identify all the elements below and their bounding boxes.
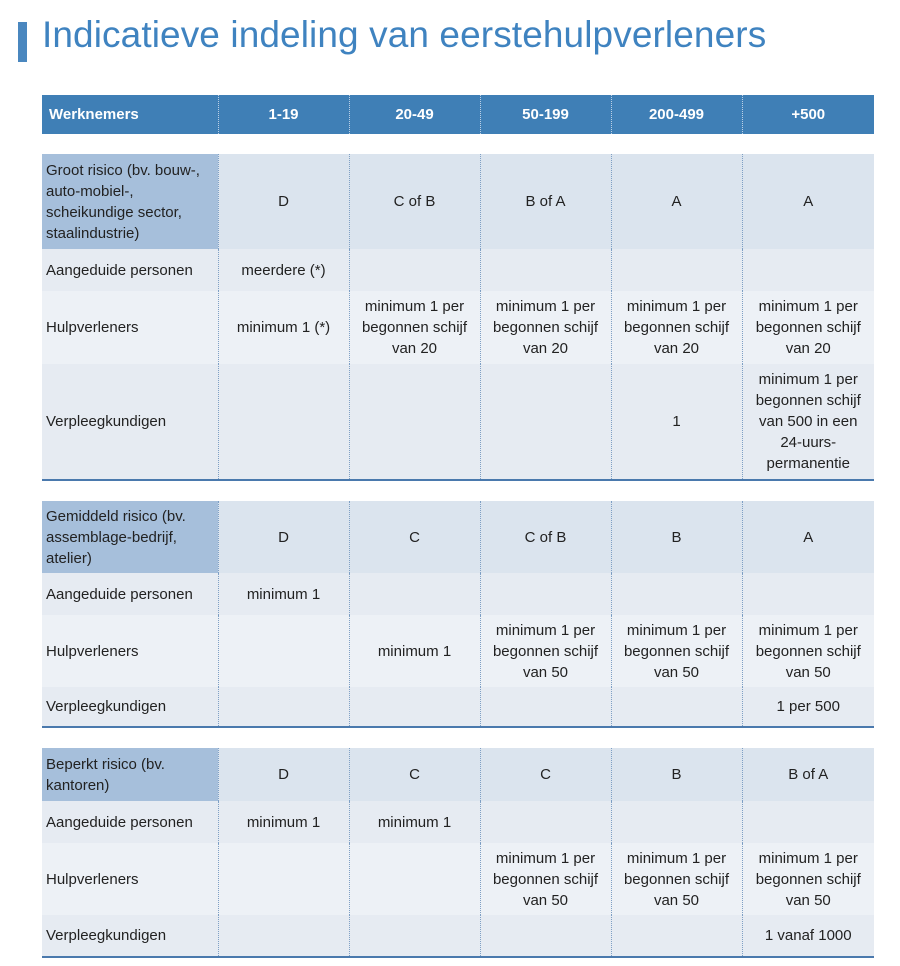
table-cell	[742, 801, 874, 843]
level-cell: A	[742, 501, 874, 573]
page-title: Indicatieve indeling van eerstehulpverleners	[42, 14, 767, 55]
level-cell: D	[218, 501, 349, 573]
table-cell	[611, 801, 742, 843]
header-col: +500	[742, 95, 874, 134]
table-row	[42, 615, 874, 687]
table-cell: minimum 1 per begonnen schijf van 50	[480, 843, 611, 915]
table-cell: minimum 1 per begonnen schijf van 50	[611, 843, 742, 915]
table-cell: minimum 1 per begonnen schijf van 20	[480, 291, 611, 364]
level-cell: D	[218, 748, 349, 801]
table-cell	[742, 573, 874, 615]
risk-table	[42, 95, 874, 958]
category-label: Groot risico (bv. bouw-, auto-mobiel-, scheikundige sector, staalindustrie)	[42, 154, 218, 249]
table-cell	[480, 687, 611, 727]
title-accent-bar	[18, 22, 27, 62]
table-cell: minimum 1 per begonnen schijf van 20	[742, 291, 874, 364]
table-cell: minimum 1 per begonnen schijf van 20	[349, 291, 480, 364]
table-cell	[349, 573, 480, 615]
row-label: Hulpverleners	[42, 843, 218, 915]
table-cell	[480, 801, 611, 843]
header-col: 1-19	[218, 95, 349, 134]
table-row	[42, 915, 874, 957]
table-cell: minimum 1	[218, 801, 349, 843]
table-cell	[611, 573, 742, 615]
table-cell	[611, 915, 742, 957]
table-row	[42, 249, 874, 291]
table-cell: 1	[611, 364, 742, 480]
table-cell: minimum 1	[349, 615, 480, 687]
row-label: Verpleegkundigen	[42, 687, 218, 727]
row-label: Hulpverleners	[42, 291, 218, 364]
level-cell: C	[480, 748, 611, 801]
table-cell	[218, 915, 349, 957]
table-cell	[349, 915, 480, 957]
table-cell	[611, 249, 742, 291]
table-cell	[349, 843, 480, 915]
table-cell	[480, 249, 611, 291]
row-label: Aangeduide personen	[42, 801, 218, 843]
level-cell: B	[611, 748, 742, 801]
header-col: 200-499	[611, 95, 742, 134]
table-cell: minimum 1 per begonnen schijf van 50	[742, 843, 874, 915]
category-row	[42, 501, 874, 573]
row-label: Verpleegkundigen	[42, 364, 218, 480]
table-cell	[349, 249, 480, 291]
table-cell: minimum 1 per begonnen schijf van 20	[611, 291, 742, 364]
table-cell	[218, 615, 349, 687]
table-row	[42, 801, 874, 843]
table-cell: 1 per 500	[742, 687, 874, 727]
level-cell: A	[611, 154, 742, 249]
header-col: 50-199	[480, 95, 611, 134]
table-cell: minimum 1	[349, 801, 480, 843]
row-label: Verpleegkundigen	[42, 915, 218, 957]
table-cell: meerdere (*)	[218, 249, 349, 291]
table-cell	[480, 573, 611, 615]
table-cell	[218, 687, 349, 727]
level-cell: C of B	[349, 154, 480, 249]
row-label: Aangeduide personen	[42, 249, 218, 291]
table-cell: minimum 1 (*)	[218, 291, 349, 364]
table-cell	[218, 364, 349, 480]
table-cell	[611, 687, 742, 727]
row-label: Hulpverleners	[42, 615, 218, 687]
table-cell	[349, 687, 480, 727]
level-cell: C of B	[480, 501, 611, 573]
row-label: Aangeduide personen	[42, 573, 218, 615]
level-cell: C	[349, 501, 480, 573]
header-col: 20-49	[349, 95, 480, 134]
table-cell: minimum 1 per begonnen schijf van 500 in een 24-uurs-permanentie	[742, 364, 874, 480]
category-label: Gemiddeld risico (bv. assemblage-bedrijf, atelier)	[42, 501, 218, 573]
table-cell	[480, 364, 611, 480]
level-cell: D	[218, 154, 349, 249]
table-header-row	[42, 95, 874, 134]
header-workers: Werknemers	[42, 95, 218, 134]
category-row	[42, 154, 874, 249]
table-cell: minimum 1 per begonnen schijf van 50	[480, 615, 611, 687]
level-cell: B of A	[742, 748, 874, 801]
table-cell	[349, 364, 480, 480]
table-cell: minimum 1 per begonnen schijf van 50	[611, 615, 742, 687]
level-cell: B of A	[480, 154, 611, 249]
level-cell: B	[611, 501, 742, 573]
level-cell: A	[742, 154, 874, 249]
category-label: Beperkt risico (bv. kantoren)	[42, 748, 218, 801]
table-row	[42, 573, 874, 615]
level-cell: C	[349, 748, 480, 801]
table-row	[42, 364, 874, 480]
table-cell	[742, 249, 874, 291]
table-row	[42, 687, 874, 727]
table-cell: 1 vanaf 1000	[742, 915, 874, 957]
table-cell	[218, 843, 349, 915]
table-cell	[480, 915, 611, 957]
table-row	[42, 291, 874, 364]
table-cell: minimum 1 per begonnen schijf van 50	[742, 615, 874, 687]
table-row	[42, 843, 874, 915]
category-row	[42, 748, 874, 801]
table-cell: minimum 1	[218, 573, 349, 615]
